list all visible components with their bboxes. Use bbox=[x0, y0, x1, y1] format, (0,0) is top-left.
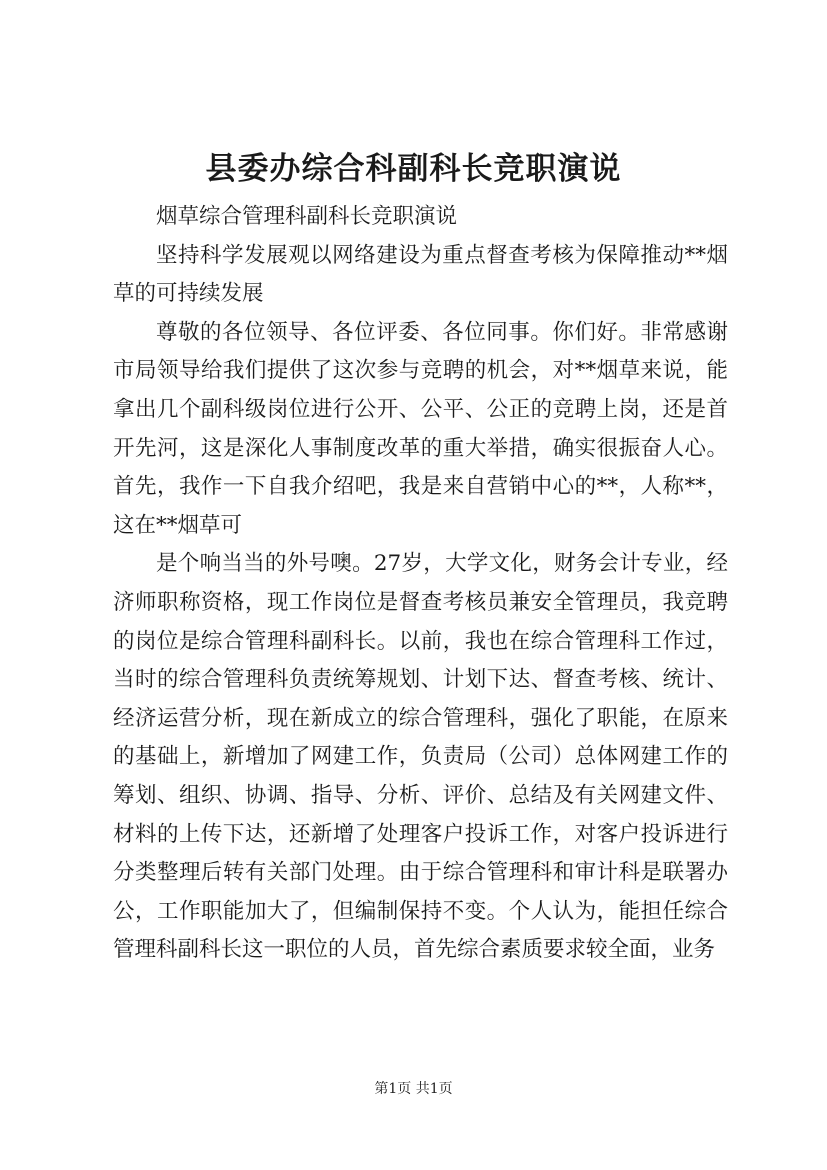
document-body bbox=[113, 198, 728, 970]
document-title: 县委办综合科副科长竞职演说 bbox=[205, 151, 622, 187]
page-footer: 第1页 共1页 bbox=[374, 1081, 453, 1097]
paragraph-theme: 坚持科学发展观以网络建设为重点督查考核为保障推动**烟草的可持续发展 bbox=[113, 242, 728, 307]
paragraph-introduction: 是个响当当的外号噢。27岁，大学文化，财务会计专业，经济师职称资格，现工作岗位是督查考核员兼安全管理员，我竞聘的岗位是综合管理科副科长。以前，我也在综合管理科工作过，当时的综合管理科负责统筹规划、计划下达、督查考核、统计、经济运营分析，现在新成立的综合管理科，强化了职能，在原来的基础上，新增加了网建工作，负责局（公司）总体网建工作的筹划、组织、协调、指导、分析、评价、总结及有关网建文件、材料的上传下达，还新增了处理客户投诉工作，对客户投诉进行分类整理后转有关部门处理。由于综合管理科和审计科是联署办公，工作职能加大了，但编制保持不变。个人认为，能担任综合管理科副科长这一职位的人员，首先综合素质要求较全面，业务 bbox=[113, 551, 728, 963]
paragraph-subtitle: 烟草综合管理科副科长竞职演说 bbox=[156, 204, 458, 229]
paragraph-greeting: 尊敬的各位领导、各位评委、各位同事。你们好。非常感谢市局领导给我们提供了这次参与竞聘的机会，对**烟草来说，能拿出几个副科级岗位进行公开、公平、公正的竞聘上岗，还是首开先河，这是深化人事制度改革的重大举措，确实很振奋人心。首先，我作一下自我介绍吧，我是来自营销中心的**，人称**，这在**烟草可 bbox=[113, 319, 728, 538]
